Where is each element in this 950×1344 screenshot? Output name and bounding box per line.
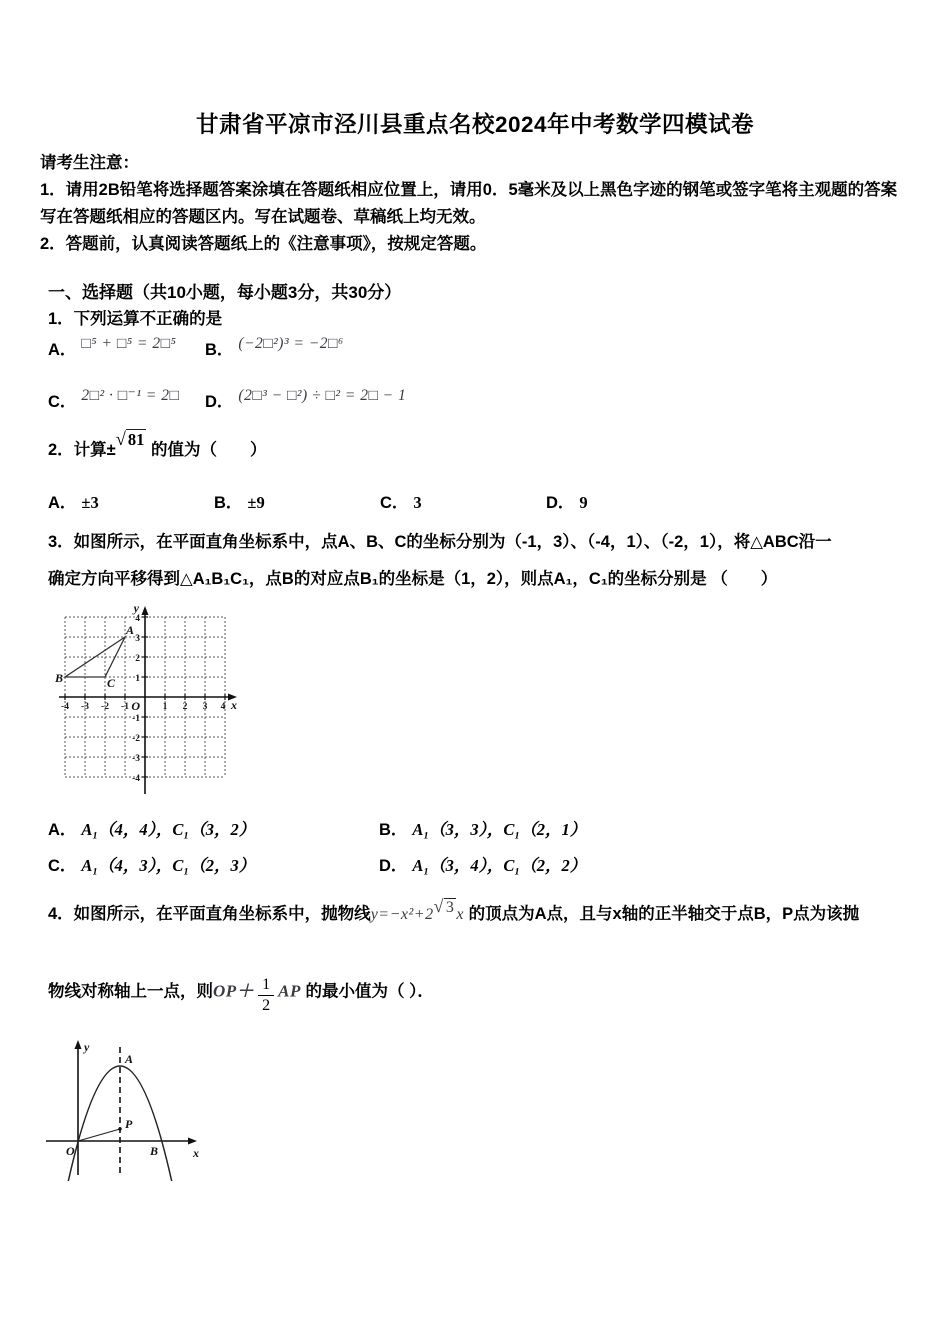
q3-option-a-label: A． (48, 821, 77, 839)
svg-text:-1: -1 (121, 702, 129, 712)
q4-radicand: 3 (445, 899, 455, 916)
y-axis-label: y (133, 602, 139, 615)
q1-option-c-formula: 2□² · □⁻¹ = 2□ (81, 387, 180, 404)
q2-option-d (546, 491, 588, 516)
q2-option-a-text: ±3 (81, 493, 99, 512)
q3-option-c (48, 848, 379, 884)
q2-option-c (380, 491, 546, 516)
vertex-a-label: A (126, 623, 135, 637)
origin-label: O (66, 1143, 75, 1158)
q3-option-c-label: C． (48, 857, 77, 875)
vertex-b-label: B (55, 671, 64, 685)
q2-option-b-text: ±9 (247, 493, 265, 512)
fraction-numerator: 1 (258, 976, 274, 996)
q4-stem-part2: 的顶点为A点，且与x轴的正半轴交于点B，P点为该抛 (468, 905, 860, 923)
q4-stem-part1: 4．如图所示，在平面直角坐标系中，抛物线 (48, 905, 371, 923)
q2-stem (48, 429, 910, 463)
q1-option-b (205, 336, 910, 360)
question-1 (40, 306, 910, 412)
q4-stem-part3: 物线对称轴上一点，则 (48, 982, 213, 1001)
q2-option-c-text: 3 (413, 493, 422, 512)
q4-formula-prefix: y=−x²+2 (370, 906, 434, 923)
q4-sqrt-3 (434, 891, 457, 923)
svg-text:3: 3 (135, 634, 140, 644)
x-axis-arrow (188, 1137, 197, 1144)
q3-option-d-label: D． (379, 857, 408, 875)
q1-option-a (48, 336, 205, 360)
question-2 (40, 429, 910, 516)
svg-text:2: 2 (135, 654, 140, 664)
q1-option-b-label: B． (205, 341, 234, 359)
svg-text:1: 1 (162, 702, 168, 712)
q2-options-row (48, 491, 910, 516)
q3-figure-coordinate-grid (55, 602, 240, 799)
q3-option-b (379, 812, 586, 848)
q4-figure-parabola (40, 1036, 205, 1181)
question-4 (40, 898, 910, 1186)
svg-text:1: 1 (135, 674, 140, 684)
fraction-denominator: 2 (262, 997, 271, 1015)
q1-option-d-formula: (2□³ − □²) ÷ □² = 2□ − 1 (238, 387, 407, 404)
question-3 (40, 524, 910, 884)
vertex-c-label: C (107, 676, 116, 690)
q4-fraction-one-half (258, 976, 274, 1016)
q1-stem: 1．下列运算不正确的是 (48, 310, 223, 328)
q3-option-b-text: A₁（3，3），C₁（2，1） (412, 820, 587, 839)
q1-options-row-ab (48, 336, 910, 360)
point-b-label: B (150, 1143, 159, 1158)
q4-stem-line2 (48, 976, 910, 1016)
notice-item-2: 2．答题前，认真阅读答题纸上的《注意事项》，按规定答题。 (40, 235, 487, 253)
svg-text:-4: -4 (132, 774, 140, 784)
radical-sign: √ (115, 429, 126, 449)
q2-option-d-text: 9 (579, 493, 588, 512)
svg-text:3: 3 (202, 702, 208, 712)
q1-option-d-label: D． (205, 393, 234, 411)
q4-parabola-formula (370, 896, 465, 923)
y-axis-label: y (84, 1039, 90, 1054)
notice-section (40, 150, 910, 258)
x-tick-labels (61, 702, 226, 712)
q3-option-d-text: A₁（3，4），C₁（2，2） (412, 856, 587, 875)
q2-sqrt-81 (116, 426, 147, 453)
segment-op (78, 1129, 120, 1141)
notice-header: 请考生注意： (40, 154, 139, 172)
q4-stem-line1 (48, 898, 910, 930)
q2-option-c-label: C． (380, 494, 409, 512)
q3-stem-line1: 3．如图所示，在平面直角坐标系中，点A、B、C的坐标分别为（-1，3）、（-4，1）、（-2，1），将△ABC沿一 (48, 533, 832, 551)
svg-text:4: 4 (135, 614, 140, 624)
q3-options (40, 812, 910, 884)
q2-option-b (214, 491, 380, 516)
origin-label: O (131, 699, 140, 713)
q2-option-a (48, 491, 214, 516)
q3-option-a (48, 812, 379, 848)
q3-options-row-cd (48, 848, 910, 884)
q2-stem-suffix: 的值为（ ） (150, 441, 267, 459)
q3-figure-wrap (55, 602, 910, 804)
q1-option-a-formula: □⁵ + □⁵ = 2□⁵ (81, 335, 177, 352)
vertex-a-label: A (125, 1051, 134, 1066)
q3-option-c-text: A₁（4，3），C₁（2，3） (81, 856, 256, 875)
y-axis-arrow (75, 1040, 82, 1049)
q1-options-row-cd (48, 388, 910, 412)
q4-stem-part4: 的最小值为（ ）． (305, 982, 434, 1001)
q2-radicand: 81 (127, 430, 145, 449)
q1-option-c (48, 388, 205, 412)
exam-title: 甘肃省平凉市泾川县重点名校2024年中考数学四模试卷 (195, 112, 755, 137)
point-p (118, 1127, 121, 1130)
x-axis-label: x (193, 1145, 199, 1160)
svg-text:-2: -2 (132, 734, 140, 744)
q3-stem-line2: 确定方向平移得到△A₁B₁C₁，点B的对应点B₁的坐标是（1，2），则点A₁，C₁的坐标分别是 （ ） (48, 570, 778, 588)
q3-option-b-label: B． (379, 821, 408, 839)
q4-op-suffix: AP (278, 981, 301, 1001)
svg-text:-4: -4 (61, 702, 69, 712)
svg-text:4: 4 (220, 702, 226, 712)
q1-option-d (205, 388, 910, 412)
q2-stem-prefix: 2．计算± (48, 441, 116, 459)
radical-sign: √ (433, 896, 444, 916)
q3-option-a-text: A₁（4，4），C₁（3，2） (81, 820, 256, 839)
q2-option-a-label: A． (48, 494, 77, 512)
q1-option-c-label: C． (48, 393, 77, 411)
q3-options-row-ab (48, 812, 910, 848)
q1-option-a-label: A． (48, 341, 77, 359)
q1-option-b-formula: (−2□²)³ = −2□⁶ (238, 335, 344, 352)
q4-op-prefix: OP＋ (213, 981, 255, 1001)
q4-formula-suffix: x (456, 906, 465, 923)
q4-figure-wrap (40, 1036, 910, 1186)
svg-text:-3: -3 (132, 754, 140, 764)
svg-text:2: 2 (182, 702, 188, 712)
x-axis-label: x (231, 698, 237, 712)
svg-text:-3: -3 (81, 702, 89, 712)
q2-option-b-label: B． (214, 494, 243, 512)
q3-option-d (379, 848, 586, 884)
svg-text:-1: -1 (132, 714, 140, 724)
y-axis-arrow (142, 606, 149, 615)
section1-header: 一、选择题（共10小题，每小题3分，共30分） (48, 283, 402, 302)
svg-text:-2: -2 (101, 702, 109, 712)
notice-item-1: 1．请用2B铅笔将选择题答案涂填在答题纸相应位置上，请用0．5毫米及以上黑色字迹的钢笔或签字笔将主观题的答案写在答题纸相应的答题区内。写在试题卷、草稿纸上均无效。 (40, 181, 898, 226)
q2-option-d-label: D． (546, 494, 575, 512)
point-p-label: P (125, 1116, 133, 1131)
